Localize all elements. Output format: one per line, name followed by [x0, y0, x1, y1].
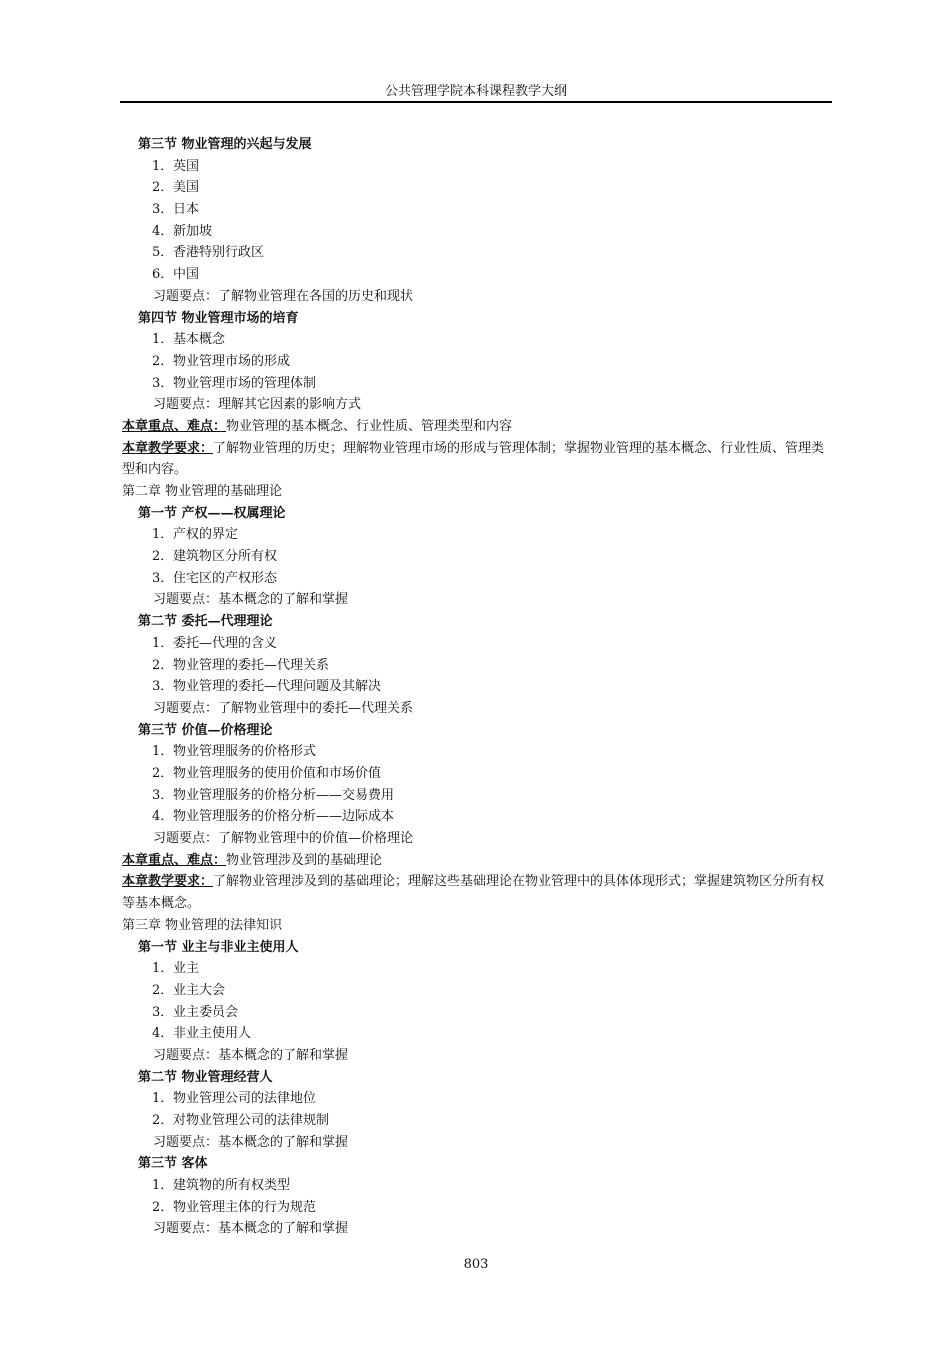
list-item-text: 产权的界定: [173, 527, 239, 543]
list-item: [122, 1197, 830, 1219]
list-item-text: 住宅区的产权形态: [173, 570, 278, 586]
key-point-text: 物业管理的基本概念、行业性质、管理类型和内容: [226, 418, 513, 434]
list-item-text: 物业管理市场的形成: [173, 353, 291, 369]
list-item-text: 物业管理服务的价格分析——交易费用: [173, 787, 395, 803]
chapter-key-point: [122, 871, 830, 914]
list-item-number: 3．: [152, 787, 174, 803]
list-item-text: 物业管理的委托—代理关系: [173, 657, 330, 673]
list-item: [122, 524, 830, 546]
list-item-text: 物业管理主体的行为规范: [173, 1199, 317, 1215]
list-item-number: 6．: [152, 267, 174, 283]
list-item-text: 物业管理公司的法律地位: [173, 1091, 317, 1107]
chapter-heading: 第三章 物业管理的法律知识: [122, 917, 283, 933]
section-heading: 第三节 价值—价格理论: [138, 722, 273, 738]
key-point-text: 物业管理涉及到的基础理论: [226, 852, 383, 868]
list-item-number: 3．: [152, 679, 174, 695]
list-item-number: 4．: [152, 809, 174, 825]
list-item: [122, 1110, 830, 1132]
list-item: [122, 199, 830, 221]
list-item-number: 3．: [152, 202, 174, 218]
list-item: [122, 351, 830, 373]
list-item-number: 1．: [152, 961, 174, 977]
key-point-text: 了解物业管理的历史；理解物业管理市场的形成与管理体制；掌握物业管理的基本概念、行业性质、管理类型和内容。: [122, 440, 825, 478]
exercise-note: 习题要点：基本概念的了解和掌握: [153, 592, 349, 608]
syllabus-content: [122, 134, 830, 1240]
list-item: [122, 1023, 830, 1045]
exercise-note: 习题要点：基本概念的了解和掌握: [153, 1047, 349, 1063]
chapter-key-point: [122, 438, 830, 481]
exercise-note: 习题要点：了解物业管理中的委托—代理关系: [153, 700, 414, 716]
list-item-number: 4．: [152, 1026, 174, 1042]
key-point-text: 了解物业管理涉及到的基础理论；理解这些基础理论在物业管理中的具体体现形式；掌握建筑物区分所有权等基本概念。: [122, 874, 825, 912]
exercise-note: 习题要点：基本概念的了解和掌握: [153, 1221, 349, 1237]
exercise-note: 习题要点：基本概念的了解和掌握: [153, 1134, 349, 1150]
list-item: [122, 763, 830, 785]
list-item: [122, 568, 830, 590]
list-item-text: 业主大会: [173, 982, 226, 998]
list-item-number: 3．: [152, 1004, 174, 1020]
list-item-text: 香港特别行政区: [173, 245, 265, 261]
list-item-text: 建筑物的所有权类型: [173, 1178, 291, 1194]
list-item-number: 1．: [152, 527, 174, 543]
list-item-text: 业主: [173, 961, 200, 977]
list-item-text: 物业管理服务的价格形式: [173, 744, 317, 760]
list-item-text: 新加坡: [173, 223, 213, 239]
list-item-text: 物业管理市场的管理体制: [173, 375, 317, 391]
list-item-number: 2．: [152, 982, 174, 998]
key-point-label: 本章重点、难点：: [122, 852, 227, 868]
list-item-number: 2．: [152, 1113, 174, 1129]
list-item-number: 2．: [152, 1199, 174, 1215]
list-item: [122, 1088, 830, 1110]
list-item: [122, 242, 830, 264]
section-heading: 第二节 委托—代理理论: [138, 614, 273, 630]
list-item-number: 2．: [152, 657, 174, 673]
section-heading: 第四节 物业管理市场的培育: [138, 310, 299, 326]
chapter-key-point: [122, 850, 830, 872]
list-item: [122, 655, 830, 677]
list-item-number: 5．: [152, 245, 174, 261]
section-heading: 第三节 客体: [138, 1156, 208, 1172]
key-point-label: 本章教学要求：: [122, 874, 214, 890]
list-item-number: 2．: [152, 549, 174, 565]
list-item-text: 业主委员会: [173, 1004, 239, 1020]
list-item: [122, 264, 830, 286]
list-item-number: 2．: [152, 765, 174, 781]
list-item-number: 1．: [152, 1091, 174, 1107]
list-item-text: 中国: [173, 267, 200, 283]
list-item-text: 委托—代理的含义: [173, 635, 278, 651]
section-heading: 第一节 产权——权属理论: [138, 505, 286, 521]
list-item-number: 1．: [152, 158, 174, 174]
list-item-number: 1．: [152, 635, 174, 651]
exercise-note: 习题要点：了解物业管理中的价值—价格理论: [153, 831, 414, 847]
list-item-number: 1．: [152, 332, 174, 348]
list-item-number: 4．: [152, 223, 174, 239]
list-item-number: 2．: [152, 353, 174, 369]
list-item: [122, 633, 830, 655]
list-item: [122, 177, 830, 199]
list-item: [122, 221, 830, 243]
list-item: [122, 373, 830, 395]
list-item-text: 物业管理服务的使用价值和市场价值: [173, 765, 382, 781]
section-heading: 第二节 物业管理经营人: [138, 1069, 273, 1085]
exercise-note: 习题要点：了解物业管理在各国的历史和现状: [153, 288, 414, 304]
list-item-text: 物业管理的委托—代理问题及其解决: [173, 679, 382, 695]
list-item-text: 日本: [173, 202, 200, 218]
key-point-label: 本章教学要求：: [122, 440, 214, 456]
list-item: [122, 676, 830, 698]
section-heading: 第一节 业主与非业主使用人: [138, 939, 299, 955]
list-item-text: 基本概念: [173, 332, 226, 348]
list-item-text: 美国: [173, 180, 200, 196]
list-item-text: 建筑物区分所有权: [173, 549, 278, 565]
section-heading: 第三节 物业管理的兴起与发展: [138, 137, 312, 152]
list-item-text: 非业主使用人: [173, 1026, 252, 1042]
header-rule: [120, 101, 832, 103]
list-item: [122, 329, 830, 351]
list-item: [122, 980, 830, 1002]
list-item-number: 1．: [152, 1178, 174, 1194]
list-item-text: 物业管理服务的价格分析——边际成本: [173, 809, 395, 825]
list-item-text: 对物业管理公司的法律规制: [173, 1113, 330, 1129]
exercise-note: 习题要点：理解其它因素的影响方式: [153, 397, 362, 413]
list-item-number: 1．: [152, 744, 174, 760]
chapter-heading: 第二章 物业管理的基础理论: [122, 484, 283, 500]
page-header: 公共管理学院本科课程教学大纲: [384, 84, 567, 99]
list-item: [122, 785, 830, 807]
list-item-number: 2．: [152, 180, 174, 196]
list-item: [122, 806, 830, 828]
list-item-number: 3．: [152, 375, 174, 391]
list-item: [122, 156, 830, 178]
list-item: [122, 741, 830, 763]
list-item: [122, 1002, 830, 1024]
list-item-number: 3．: [152, 570, 174, 586]
chapter-key-point: [122, 416, 830, 438]
key-point-label: 本章重点、难点：: [122, 418, 227, 434]
list-item: [122, 958, 830, 980]
page-number: 803: [463, 1257, 489, 1272]
list-item: [122, 1175, 830, 1197]
list-item: [122, 546, 830, 568]
list-item-text: 英国: [173, 158, 200, 174]
